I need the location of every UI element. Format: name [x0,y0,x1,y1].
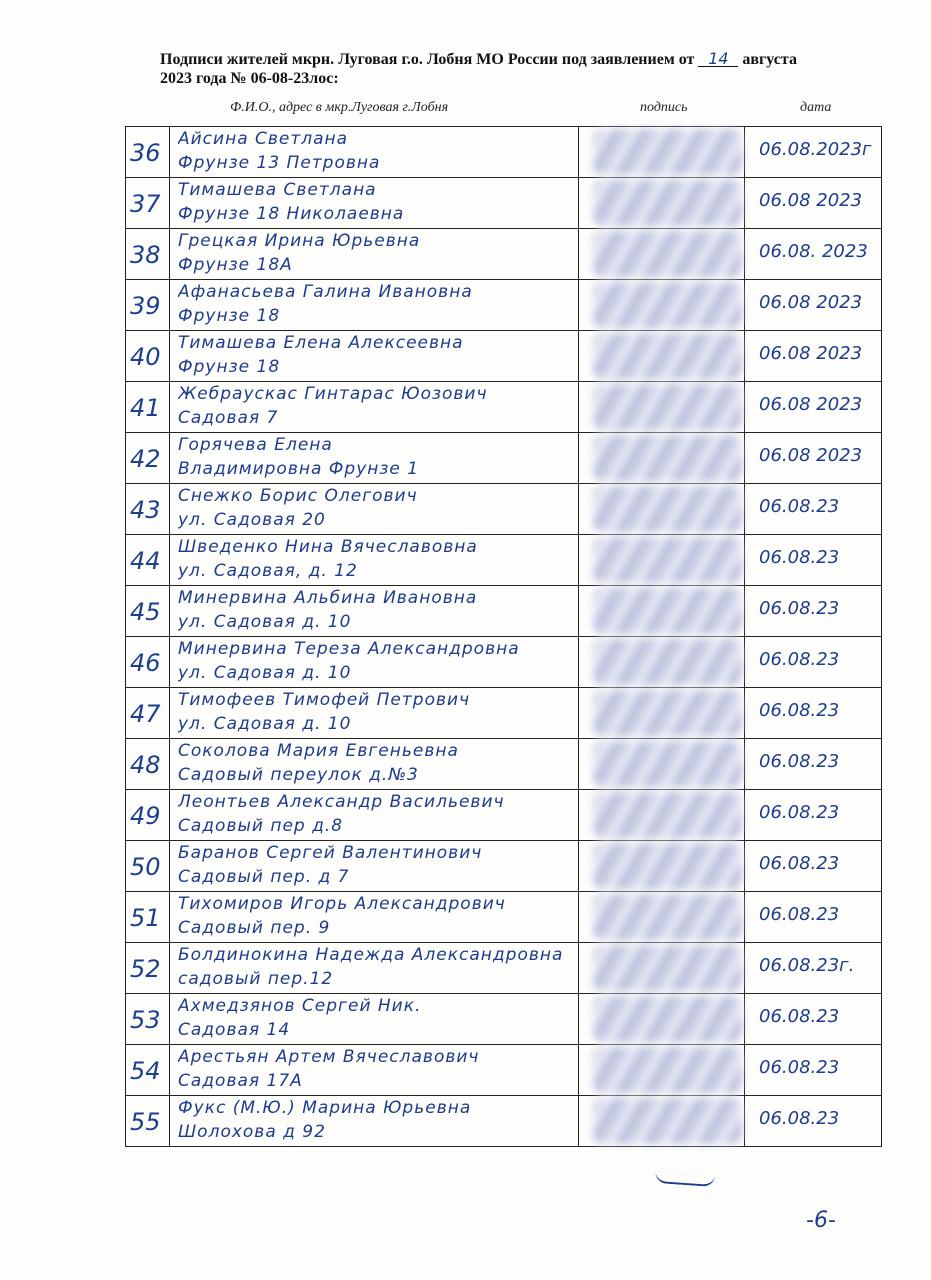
row-number-cell [126,229,170,280]
signature-cell [579,178,745,229]
row-number-cell [126,790,170,841]
resident-address: Фрунзе 18 [178,306,281,326]
resident-address: ул. Садовая 20 [178,510,326,530]
row-number: 49 [130,802,161,830]
resident-name: Шведенко Нина Вячеславовна [178,537,478,557]
table-row [126,892,882,943]
row-number: 47 [130,700,161,728]
resident-name: Ахмедзянов Сергей Ник. [178,996,422,1016]
resident-name: Грецкая Ирина Юрьевна [178,231,421,251]
table-row [126,739,882,790]
row-number: 52 [130,955,161,983]
date-cell [745,535,882,586]
blurred-signature [593,894,742,940]
name-address-cell [170,127,579,178]
resident-address: Садовый пер. 9 [178,918,331,938]
date-cell [745,739,882,790]
resident-name: Баранов Сергей Валентинович [178,843,483,863]
blurred-signature [593,741,742,787]
row-number: 38 [130,241,161,269]
table-row [126,433,882,484]
signature-cell [579,841,745,892]
date-cell [745,280,882,331]
table-row [126,1096,882,1147]
signature-cell [579,586,745,637]
name-address-cell [170,280,579,331]
sign-date: 06.08.23 [759,496,840,517]
blurred-signature [593,1047,742,1093]
name-address-cell [170,688,579,739]
blurred-signature [593,792,742,838]
table-row [126,229,882,280]
resident-address: Фрунзе 18 Николаевна [178,204,405,224]
resident-name: Соколова Мария Евгеньевна [178,741,459,761]
name-address-cell [170,637,579,688]
date-cell [745,688,882,739]
row-number: 37 [130,190,161,218]
resident-address: Фрунзе 18А [178,255,293,275]
name-address-cell [170,943,579,994]
date-cell [745,841,882,892]
name-address-cell [170,331,579,382]
column-sign-header: подпись [640,100,688,115]
column-name-header: Ф.И.О., адрес в мкр.Луговая г.Лобня [230,100,449,115]
blurred-signature [593,945,742,991]
name-address-cell [170,586,579,637]
resident-address: ул. Садовая д. 10 [178,612,352,632]
resident-address: Фрунзе 18 [178,357,281,377]
signature-cell [579,790,745,841]
resident-name: Айсина Светлана [178,129,349,149]
date-cell [745,943,882,994]
sign-date: 06.08.23 [759,853,840,874]
resident-name: Болдинокина Надежда Александровна [178,945,564,965]
date-cell [745,433,882,484]
sign-date: 06.08. 2023 [759,241,868,262]
row-number: 36 [130,139,161,167]
resident-address: ул. Садовая д. 10 [178,714,352,734]
table-row [126,280,882,331]
sign-date: 06.08.23 [759,649,840,670]
row-number: 41 [130,394,161,422]
resident-address: Владимировна Фрунзе 1 [178,459,420,479]
table-row [126,637,882,688]
signature-cell [579,280,745,331]
resident-address: Фрунзе 13 Петровна [178,153,381,173]
row-number-cell [126,382,170,433]
name-address-cell [170,229,579,280]
blurred-signature [593,129,742,175]
signature-cell [579,892,745,943]
row-number-cell [126,994,170,1045]
resident-name: Арестьян Артем Вячеславович [178,1047,480,1067]
signature-cell [579,382,745,433]
sign-date: 06.08 2023 [759,445,863,466]
resident-address: ул. Садовая, д. 12 [178,561,358,581]
row-number-cell [126,280,170,331]
sign-date: 06.08.23 [759,700,840,721]
sign-date: 06.08.23 [759,1108,840,1129]
date-cell [745,637,882,688]
signature-cell [579,943,745,994]
row-number: 40 [130,343,161,371]
resident-address: Садовая 7 [178,408,279,428]
date-cell [745,127,882,178]
blurred-signature [593,639,742,685]
row-number-cell [126,943,170,994]
name-address-cell [170,1096,579,1147]
header-day: 14 [698,52,738,67]
row-number: 53 [130,1006,161,1034]
signature-cell [579,1096,745,1147]
resident-address: садовый пер.12 [178,969,334,989]
petition-header [160,50,890,88]
date-cell [745,586,882,637]
pen-stroke [655,1171,716,1187]
resident-address: Садовый переулок д.№3 [178,765,419,785]
resident-name: Снежко Борис Олегович [178,486,418,506]
resident-name: Леонтьев Александр Васильевич [178,792,505,812]
row-number-cell [126,331,170,382]
sign-date: 06.08 2023 [759,394,863,415]
table-row [126,586,882,637]
sign-date: 06.08.23 [759,547,840,568]
name-address-cell [170,1045,579,1096]
name-address-cell [170,892,579,943]
resident-name: Тихомиров Игорь Александрович [178,894,506,914]
table-row [126,790,882,841]
resident-name: Минервина Тереза Александровна [178,639,520,659]
row-number-cell [126,535,170,586]
signature-cell [579,739,745,790]
date-cell [745,994,882,1045]
signature-cell [579,637,745,688]
signature-cell [579,994,745,1045]
resident-name: Минервина Альбина Ивановна [178,588,478,608]
row-number-cell [126,637,170,688]
signatures-table [125,126,882,1147]
resident-name: Жебраускас Гинтарас Юозович [178,384,488,404]
table-row [126,331,882,382]
signature-cell [579,331,745,382]
resident-name: Афанасьева Галина Ивановна [178,282,473,302]
resident-name: Фукс (М.Ю.) Марина Юрьевна [178,1098,472,1118]
resident-address: ул. Садовая д. 10 [178,663,352,683]
row-number-cell [126,892,170,943]
date-cell [745,229,882,280]
date-cell [745,892,882,943]
table-row [126,688,882,739]
header-text-after: августа [738,51,797,68]
blurred-signature [593,588,742,634]
blurred-signature [593,231,742,277]
name-address-cell [170,790,579,841]
blurred-signature [593,537,742,583]
row-number-cell [126,688,170,739]
signature-cell [579,229,745,280]
blurred-signature [593,282,742,328]
resident-address: Садовая 17А [178,1071,303,1091]
row-number: 46 [130,649,161,677]
table-row [126,841,882,892]
row-number: 42 [130,445,161,473]
table-row [126,382,882,433]
resident-address: Садовый пер д.8 [178,816,344,836]
date-cell [745,1096,882,1147]
row-number-cell [126,739,170,790]
row-number: 45 [130,598,161,626]
table-row [126,943,882,994]
row-number: 51 [130,904,161,932]
sign-date: 06.08.23г. [759,955,855,976]
signature-cell [579,688,745,739]
date-cell [745,382,882,433]
resident-name: Тимашева Светлана [178,180,377,200]
sign-date: 06.08.2023г [759,139,872,160]
table-row [126,178,882,229]
row-number: 44 [130,547,161,575]
date-cell [745,790,882,841]
row-number: 55 [130,1108,161,1136]
blurred-signature [593,384,742,430]
row-number-cell [126,484,170,535]
name-address-cell [170,739,579,790]
name-address-cell [170,433,579,484]
blurred-signature [593,486,742,532]
blurred-signature [593,333,742,379]
row-number-cell [126,1045,170,1096]
signature-cell [579,127,745,178]
blurred-signature [593,843,742,889]
resident-address: Шолохова д 92 [178,1122,326,1142]
name-address-cell [170,484,579,535]
date-cell [745,178,882,229]
sign-date: 06.08.23 [759,904,840,925]
signature-cell [579,535,745,586]
header-line-1 [160,50,890,69]
blurred-signature [593,996,742,1042]
resident-address: Садовый пер. д 7 [178,867,350,887]
resident-name: Тимашева Елена Алексеевна [178,333,464,353]
row-number-cell [126,586,170,637]
resident-name: Тимофеев Тимофей Петрович [178,690,471,710]
sign-date: 06.08 2023 [759,292,863,313]
blurred-signature [593,690,742,736]
signature-cell [579,484,745,535]
name-address-cell [170,178,579,229]
sign-date: 06.08.23 [759,802,840,823]
row-number-cell [126,433,170,484]
date-cell [745,1045,882,1096]
row-number: 43 [130,496,161,524]
name-address-cell [170,535,579,586]
signature-cell [579,1045,745,1096]
table-row [126,1045,882,1096]
row-number: 48 [130,751,161,779]
sign-date: 06.08.23 [759,1006,840,1027]
row-number-cell [126,841,170,892]
row-number: 54 [130,1057,161,1085]
name-address-cell [170,994,579,1045]
sign-date: 06.08 2023 [759,343,863,364]
row-number-cell [126,127,170,178]
row-number-cell [126,178,170,229]
blurred-signature [593,180,742,226]
sign-date: 06.08.23 [759,598,840,619]
blurred-signature [593,1098,742,1144]
table-row [126,535,882,586]
resident-name: Горячева Елена [178,435,333,455]
signature-cell [579,433,745,484]
header-line-2: 2023 года № 06-08-23лос: [160,70,339,87]
row-number: 50 [130,853,161,881]
table-row [126,127,882,178]
sign-date: 06.08 2023 [759,190,863,211]
date-cell [745,331,882,382]
name-address-cell [170,382,579,433]
column-date-header: дата [800,100,832,115]
name-address-cell [170,841,579,892]
table-row [126,484,882,535]
date-cell [745,484,882,535]
page-number: -6- [806,1208,836,1233]
row-number: 39 [130,292,161,320]
blurred-signature [593,435,742,481]
sign-date: 06.08.23 [759,1057,840,1078]
sign-date: 06.08.23 [759,751,840,772]
resident-address: Садовая 14 [178,1020,291,1040]
table-row [126,994,882,1045]
row-number-cell [126,1096,170,1147]
header-text-before: Подписи жителей мкрн. Луговая г.о. Лобня МО России под заявлением от [160,51,699,68]
